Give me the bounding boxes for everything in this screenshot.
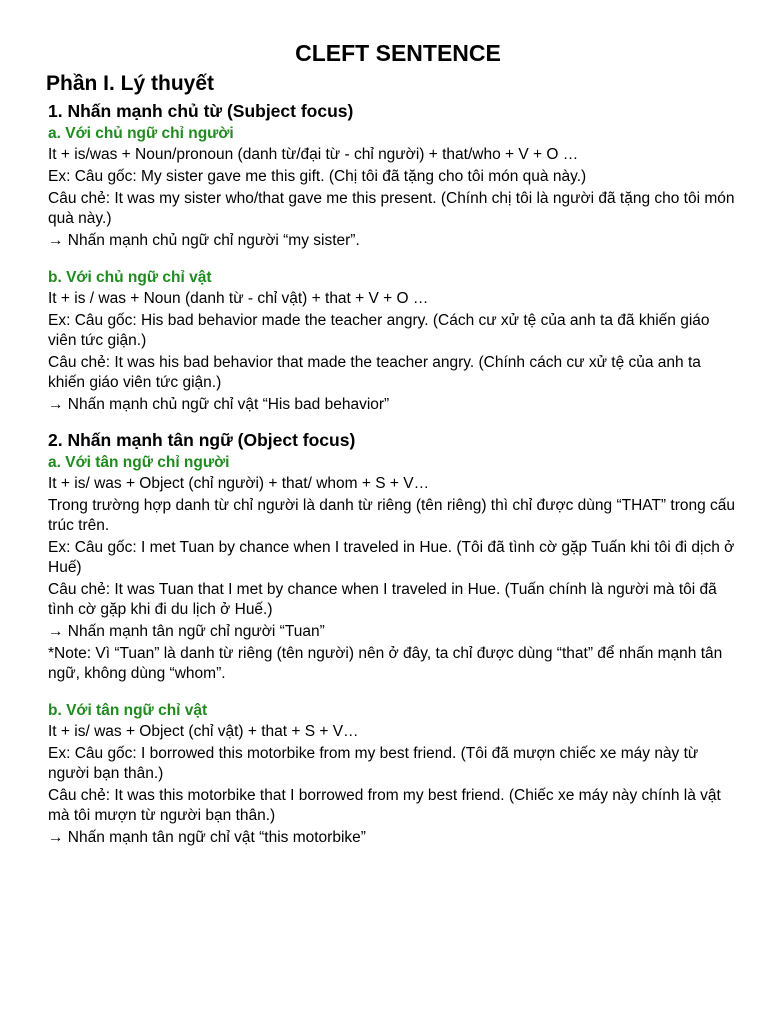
paragraph: It + is / was + Noun (danh từ - chỉ vật) + that + V + O … — [48, 290, 429, 307]
section-title: 1. Nhấn mạnh chủ từ (Subject focus) — [48, 101, 354, 121]
paragraph: Ex: Câu gốc: I met Tuan by chance when I traveled in Hue. (Tôi đã tình cờ gặp Tuấn khi tôi đi dịch ở Huế) — [48, 539, 735, 576]
paragraph: Ex: Câu gốc: My sister gave me this gift. (Chị tôi đã tặng cho tôi món quà này.) — [48, 168, 587, 185]
section-object-focus — [48, 429, 738, 848]
paragraph: Câu chẻ: It was his bad behavior that made the teacher angry. (Chính cách cư xử tệ của anh ta khiến giáo viên tức giận.) — [48, 354, 701, 391]
paragraph: It + is/ was + Object (chỉ người) + that/ whom + S + V… — [48, 475, 430, 492]
paragraph: Câu chẻ: It was Tuan that I met by chance when I traveled in Hue. (Tuấn chính là người mà tôi đã tình cờ gặp khi đi du lịch ở Huế.) — [48, 581, 717, 618]
paragraph: → Nhấn mạnh tân ngữ chỉ người “Tuan” — [48, 623, 325, 640]
subsection-title: b. Với tân ngữ chỉ vật — [48, 702, 208, 719]
spacer — [48, 417, 738, 429]
paragraph: It + is/ was + Object (chỉ vật) + that + S + V… — [48, 723, 359, 740]
paragraph: Trong trường hợp danh từ chỉ người là danh từ riêng (tên riêng) thì chỉ được dùng “THAT” trong cấu trúc trên. — [48, 497, 736, 534]
spacer — [48, 686, 738, 700]
subsection-title: a. Với tân ngữ chỉ người — [48, 454, 230, 471]
paragraph: Câu chẻ: It was my sister who/that gave me this present. (Chính chị tôi là người đã tặng cho tôi món quà này.) — [48, 190, 735, 227]
paragraph: It + is/was + Noun/pronoun (danh từ/đại từ - chỉ người) + that/who + V + O … — [48, 146, 579, 163]
section-subject-focus — [48, 100, 738, 415]
section-title: 2. Nhấn mạnh tân ngữ (Object focus) — [48, 430, 356, 450]
paragraph: *Note: Vì “Tuan” là danh từ riêng (tên người) nên ở đây, ta chỉ được dùng “that” để nhấn mạnh tân ngữ, không dùng “whom”. — [48, 645, 723, 682]
subsection-title: a. Với chủ ngữ chỉ người — [48, 125, 234, 142]
paragraph: Ex: Câu gốc: His bad behavior made the teacher angry. (Cách cư xử tệ của anh ta đã khiến giáo viên tức giận.) — [48, 312, 710, 349]
spacer — [48, 253, 738, 267]
paragraph: → Nhấn mạnh chủ ngữ chỉ vật “His bad behavior” — [48, 396, 390, 413]
document-title: CLEFT SENTENCE — [295, 40, 501, 66]
paragraph: → Nhấn mạnh chủ ngữ chỉ người “my sister”. — [48, 232, 360, 249]
part-title: Phần I. Lý thuyết — [46, 72, 215, 95]
paragraph: → Nhấn mạnh tân ngữ chỉ vật “this motorbike” — [48, 829, 366, 846]
subsection-title: b. Với chủ ngữ chỉ vật — [48, 269, 212, 286]
paragraph: Ex: Câu gốc: I borrowed this motorbike from my best friend. (Tôi đã mượn chiếc xe máy này từ người bạn thân.) — [48, 745, 699, 782]
document-page — [48, 40, 738, 850]
paragraph: Câu chẻ: It was this motorbike that I borrowed from my best friend. (Chiếc xe máy này chính là vật mà tôi mượn từ người bạn thân.) — [48, 787, 721, 824]
